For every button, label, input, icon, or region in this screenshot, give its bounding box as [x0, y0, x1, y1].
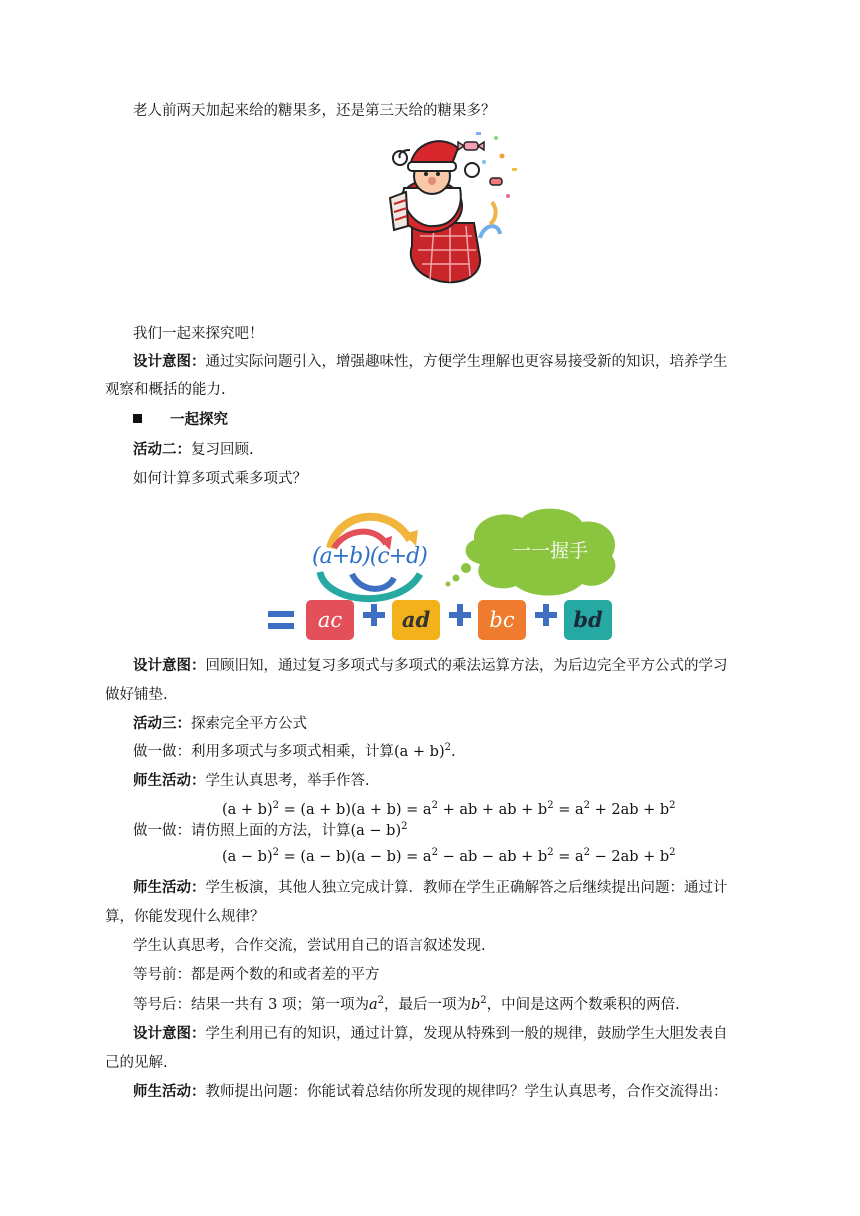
after-equal-sign: 等号后：结果一共有 3 项；第一项为$a^2$，最后一项为$b^2$，中间是这两个数乘积的两倍. [133, 995, 680, 1013]
think-paragraph: 学生认真思考，合作交流，尝试用自己的语言叙述发现. [133, 938, 486, 954]
teacher-student-activity-2-cont: 算，你能发现什么规律？ [105, 909, 265, 925]
term-bc: bc [478, 600, 526, 640]
plus-icon [457, 604, 463, 626]
teacher-student-activity-3: 师生活动：教师提出问题：你能试着总结你所发现的规律吗？学生认真思考，合作交流得出： [133, 1084, 728, 1100]
term-bd: bd [564, 600, 612, 640]
design-intent-2: 设计意图：回顾旧知，通过复习多项式与多项式的乘法运算方法，为后边完全平方公式的学习 [133, 658, 728, 674]
term-ad: ad [392, 600, 440, 640]
activity-2: 活动二：复习回顾. [133, 442, 254, 458]
design-intent-3-cont: 己的见解. [105, 1055, 168, 1071]
multiplication-diagram [260, 500, 630, 650]
design-intent-2-cont: 做好铺垫. [105, 687, 168, 703]
try-it-1: 做一做：利用多项式与多项式相乘，计算$(a + b)^2$. [133, 742, 456, 760]
design-intent-3: 设计意图：学生利用已有的知识，通过计算，发现从特殊到一般的规律，鼓励学生大胆发表自 [133, 1026, 728, 1042]
section-heading: 一起探究 [133, 410, 783, 430]
equation-sum-square: $(a + b)^2 = (a + b)(a + b) = a^2$ + ab + ab + $b^2 = a^2 + 2ab + b^2$ [222, 800, 676, 818]
product-expression: (a+b)(c+d) [312, 544, 427, 569]
equals-bar-bottom [268, 623, 294, 629]
question-multiply: 如何计算多项式乘多项式？ [133, 471, 307, 487]
explore-invite: 我们一起来探究吧！ [133, 326, 264, 342]
question-candy: 老人前两天加起来给的糖果多，还是第三天给的糖果多？ [133, 103, 496, 119]
plus-icon [371, 604, 377, 626]
before-equal-sign: 等号前：都是两个数的和或者差的平方 [133, 967, 380, 983]
bubble-text: 一一握手 [511, 540, 588, 562]
design-intent-1: 设计意图：通过实际问题引入，增强趣味性，方便学生理解也更容易接受新的知识，培养学生 [133, 354, 728, 370]
equation-difference-square: $(a - b)^2 = (a - b)(a - b) = a^2$ − ab − ab + $b^2 = a^2 - 2ab + b^2$ [222, 847, 676, 865]
santa-illustration [372, 128, 522, 288]
teacher-student-activity-2: 师生活动：学生板演，其他人独立完成计算．教师在学生正确解答之后继续提出问题：通过计 [133, 880, 728, 896]
activity-3: 活动三：探索完全平方公式 [133, 716, 307, 732]
plus-icon [543, 604, 549, 626]
design-intent-1-cont: 观察和概括的能力. [105, 382, 226, 398]
equals-bar-top [268, 611, 294, 617]
square-bullet-icon [133, 414, 142, 423]
try-it-2: 做一做：请仿照上面的方法，计算$(a - b)^2$ [133, 821, 408, 839]
term-ac: ac [306, 600, 354, 640]
teacher-student-activity-1: 师生活动：学生认真思考，举手作答. [133, 773, 370, 789]
